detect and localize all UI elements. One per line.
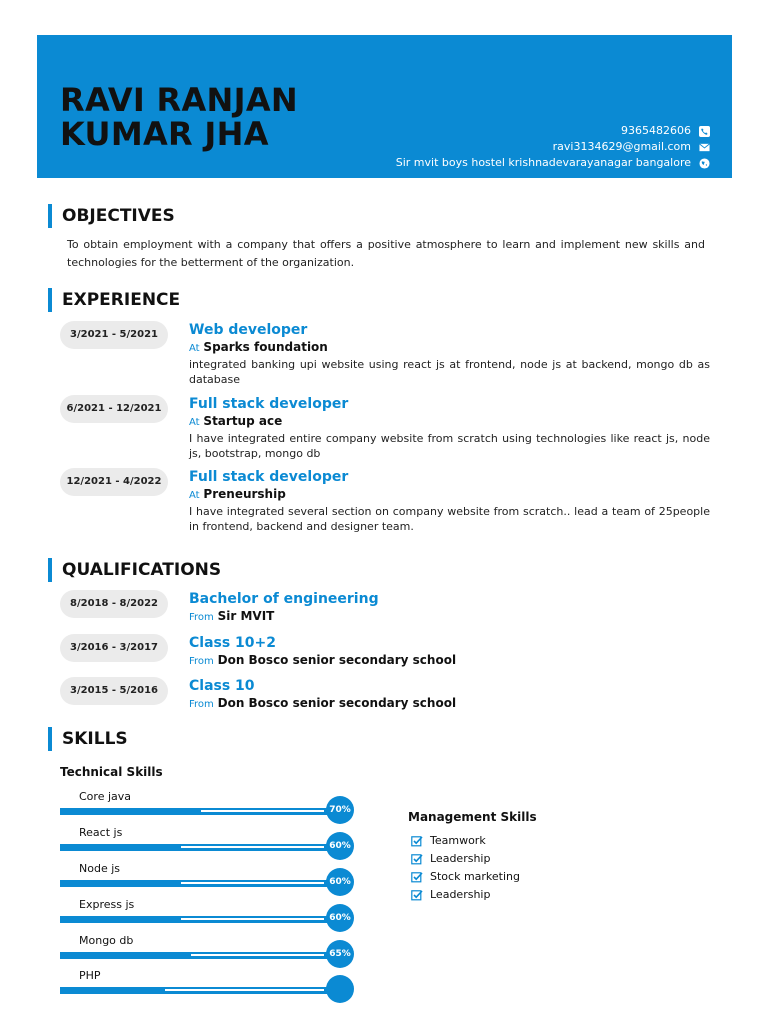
skill-name: Core java	[79, 790, 132, 803]
job-description: I have integrated several section on company website from scratch.. lead a team of 25people in frontend, backend and designer team.	[189, 505, 710, 533]
skill-percent-badge: 60%	[326, 832, 354, 860]
job-title: Full stack developer	[189, 396, 349, 412]
skill-name: Express js	[79, 898, 135, 911]
skill-fill-marker	[191, 954, 324, 956]
skill-fill-marker	[181, 918, 324, 920]
degree-title: Class 10	[189, 678, 255, 694]
management-skill: Teamwork	[430, 834, 486, 847]
management-skills-heading: Management Skills	[408, 810, 537, 824]
skill-name: React js	[79, 826, 123, 839]
qualification-entry	[189, 590, 710, 626]
from-label: From	[189, 656, 214, 667]
list-item	[411, 832, 537, 850]
name-line-2: KUMAR JHA	[60, 115, 269, 153]
school-name: Don Bosco senior secondary school	[217, 653, 457, 667]
skill-track	[60, 808, 340, 815]
checkbox-icon	[411, 871, 423, 883]
address: Sir mvit boys hostel krishnadevarayanagar bangalore	[395, 156, 691, 169]
phone-icon	[699, 126, 710, 137]
skill-percent-badge: 70%	[326, 796, 354, 824]
qualifications-heading: QUALIFICATIONS	[48, 558, 221, 582]
skill-track	[60, 952, 340, 959]
school-line	[189, 608, 710, 626]
checkbox-icon	[411, 853, 423, 865]
skill-percent-badge: 60%	[326, 904, 354, 932]
experience-entry	[189, 468, 710, 534]
school-line	[189, 652, 710, 670]
phone-row	[396, 123, 710, 139]
company-name: Preneurship	[203, 487, 286, 501]
management-skill: Stock marketing	[430, 870, 520, 883]
list-item	[411, 886, 537, 904]
at-label: At	[189, 417, 200, 428]
school-name: Sir MVIT	[217, 609, 275, 623]
qualification-entry	[189, 634, 710, 670]
technical-skills-heading: Technical Skills	[60, 765, 163, 779]
checkbox-icon	[411, 835, 423, 847]
skill-percent-badge: 65%	[326, 940, 354, 968]
email-address: ravi3134629@gmail.com	[552, 140, 691, 153]
skill-bar	[60, 826, 355, 854]
date-pill: 6/2021 - 12/2021	[60, 395, 168, 423]
school-line	[189, 695, 710, 713]
experience-heading: EXPERIENCE	[48, 288, 180, 312]
envelope-icon	[699, 142, 710, 153]
email-row	[396, 139, 710, 155]
skill-name: PHP	[79, 969, 101, 982]
name-line-1: RAVI RANJAN	[60, 81, 298, 119]
qualification-entry	[189, 677, 710, 713]
skill-track	[60, 987, 340, 994]
address-row	[396, 155, 710, 171]
objective-text: To obtain employment with a company that offers a positive atmosphere to learn and implement new skills and technologies for the betterment of the organization.	[67, 238, 705, 269]
at-label: At	[189, 490, 200, 501]
skill-percent-badge: 60%	[326, 868, 354, 896]
skill-bar	[60, 862, 355, 890]
date-pill: 3/2016 - 3/2017	[60, 634, 168, 662]
experience-entry	[189, 321, 710, 387]
skill-fill-marker	[201, 810, 324, 812]
skill-track	[60, 880, 340, 887]
company-line	[189, 413, 710, 431]
job-description: integrated banking upi website using react js at frontend, node js at backend, mongo db as database	[189, 358, 710, 386]
skill-bar	[60, 934, 355, 962]
phone-number: 9365482606	[621, 124, 691, 137]
management-skills	[408, 810, 537, 904]
date-pill: 3/2021 - 5/2021	[60, 321, 168, 349]
degree-title: Class 10+2	[189, 635, 277, 651]
job-description: I have integrated entire company website from scratch using technologies like react js, node js, bootstrap, mongo db	[189, 432, 710, 460]
skill-track	[60, 916, 340, 923]
company-line	[189, 339, 710, 357]
list-item	[411, 850, 537, 868]
skill-fill-marker	[181, 846, 324, 848]
job-title: Full stack developer	[189, 469, 349, 485]
skill-track	[60, 844, 340, 851]
globe-icon	[699, 158, 710, 169]
experience-entry	[189, 395, 710, 461]
job-title: Web developer	[189, 322, 308, 338]
skill-fill-marker	[165, 989, 324, 991]
management-skill: Leadership	[430, 888, 491, 901]
degree-title: Bachelor of engineering	[189, 591, 379, 607]
skill-bar	[60, 790, 355, 818]
list-item	[411, 868, 537, 886]
skill-fill-marker	[181, 882, 324, 884]
skill-name: Node js	[79, 862, 120, 875]
skills-heading: SKILLS	[48, 727, 128, 751]
management-skill: Leadership	[430, 852, 491, 865]
from-label: From	[189, 699, 214, 710]
checkbox-icon	[411, 889, 423, 901]
skill-name: Mongo db	[79, 934, 134, 947]
company-name: Sparks foundation	[203, 340, 328, 354]
company-name: Startup ace	[203, 414, 283, 428]
at-label: At	[189, 343, 200, 354]
contact-info	[396, 123, 710, 171]
candidate-name	[60, 83, 298, 151]
skill-percent-badge	[326, 975, 354, 1003]
date-pill: 8/2018 - 8/2022	[60, 590, 168, 618]
from-label: From	[189, 612, 214, 623]
skill-bar	[60, 898, 355, 926]
company-line	[189, 486, 710, 504]
objectives-heading: OBJECTIVES	[48, 204, 175, 228]
date-pill: 3/2015 - 5/2016	[60, 677, 168, 705]
header-banner	[37, 35, 732, 178]
skill-bar	[60, 969, 355, 997]
school-name: Don Bosco senior secondary school	[217, 696, 457, 710]
date-pill: 12/2021 - 4/2022	[60, 468, 168, 496]
